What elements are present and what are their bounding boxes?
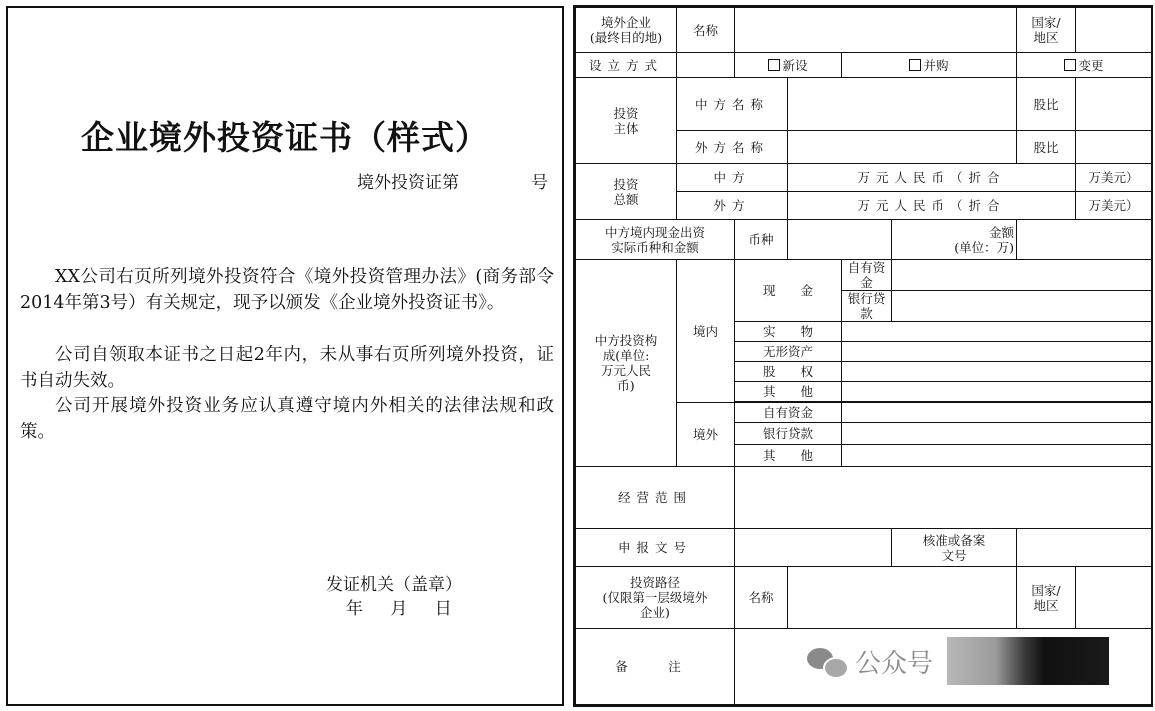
certificate-number-line	[357, 168, 548, 193]
physical-label: 实 物	[735, 322, 842, 342]
cash-currency-label: 中方境内现金出资 实际币种和金额	[576, 220, 735, 260]
foreign-name-field[interactable]	[788, 131, 1017, 164]
domestic-own-funds-label: 自有资金	[842, 260, 892, 291]
certificate-title: 企业境外投资证书（样式）	[81, 118, 489, 157]
total-investment-label: 投资 总额	[576, 164, 677, 220]
domestic-other-field[interactable]	[842, 382, 1152, 402]
certificate-number-prefix: 境外投资证第	[357, 173, 459, 193]
option-merger[interactable]: 并购	[842, 53, 1017, 78]
overseas-label: 境外	[677, 403, 735, 467]
checkbox-new[interactable]	[768, 59, 780, 71]
intangible-field[interactable]	[842, 342, 1152, 362]
filing-doc-no-field[interactable]	[735, 529, 892, 567]
remarks-label: 备 注	[576, 629, 735, 705]
overseas-enterprise-label: 境外企业 (最终目的地)	[576, 8, 677, 53]
investment-form-page	[573, 5, 1153, 707]
chinese-share-field[interactable]	[1076, 78, 1152, 131]
approval-doc-no-field[interactable]	[1017, 529, 1152, 567]
option-change[interactable]: 变更	[1017, 53, 1152, 78]
wechat-icon	[807, 644, 847, 678]
overseas-own-funds-label: 自有资金	[735, 403, 842, 423]
foreign-share-field[interactable]	[1076, 131, 1152, 164]
intangible-label: 无形资产	[735, 342, 842, 362]
cash-label: 现 金	[735, 260, 842, 322]
foreign-share-label: 股比	[1017, 131, 1076, 164]
certificate-number-suffix: 号	[531, 173, 548, 193]
overseas-bank-loan-field[interactable]	[842, 423, 1152, 445]
investment-path-label: 投资路径 (仅限第一层级境外 企业)	[576, 567, 735, 629]
country-region-field[interactable]	[1076, 8, 1152, 53]
business-scope-label: 经营范围	[576, 467, 735, 529]
domestic-label: 境内	[677, 260, 735, 403]
filing-doc-no-label: 申报文号	[576, 529, 735, 567]
overseas-own-funds-field[interactable]	[842, 403, 1152, 423]
issuing-authority: 发证机关（盖章）	[326, 575, 462, 595]
establishment-method-label: 设立方式	[576, 53, 677, 78]
chinese-name-field[interactable]	[788, 78, 1017, 131]
overseas-bank-loan-label: 银行贷款	[735, 423, 842, 445]
chinese-party-label: 中方	[677, 164, 788, 192]
foreign-rmb-field[interactable]: 万元人民币（折合	[788, 192, 1076, 220]
currency-label: 币种	[735, 220, 788, 260]
checkbox-change[interactable]	[1064, 59, 1076, 71]
domestic-bank-loan-field[interactable]	[892, 291, 1152, 322]
approval-doc-no-label: 核准或备案 文号	[892, 529, 1017, 567]
equity-label: 股 权	[735, 362, 842, 382]
checkbox-merger[interactable]	[909, 59, 921, 71]
watermark	[807, 637, 1109, 685]
certificate-paragraph-1: XX公司右页所列境外投资符合《境外投资管理办法》(商务部令2014年第3号）有关规定，现予以颁发《企业境外投资证书》。	[20, 267, 554, 313]
investment-form-table	[575, 7, 1152, 705]
path-name-label: 名称	[735, 567, 788, 629]
chinese-name-label: 中方名称	[677, 78, 788, 131]
physical-field[interactable]	[842, 322, 1152, 342]
business-scope-field[interactable]	[735, 467, 1152, 529]
chinese-rmb-field[interactable]: 万元人民币（折合	[788, 164, 1076, 192]
path-country-region-field[interactable]	[1076, 567, 1152, 629]
redacted-block	[947, 637, 1109, 685]
currency-field[interactable]	[788, 220, 892, 260]
enterprise-name-field[interactable]	[735, 8, 1017, 53]
equity-field[interactable]	[842, 362, 1152, 382]
foreign-usd-field[interactable]: 万美元）	[1076, 192, 1152, 220]
investment-subject-label: 投资 主体	[576, 78, 677, 164]
domestic-bank-loan-label: 银行贷款	[842, 291, 892, 322]
amount-label: 金额 (单位：万)	[892, 220, 1017, 260]
option-new[interactable]: 新设	[735, 53, 842, 78]
path-country-region-label: 国家/ 地区	[1017, 567, 1076, 629]
composition-label: 中方投资构 成(单位: 万元人民 币)	[576, 260, 677, 467]
watermark-text: 公众号	[855, 648, 934, 679]
overseas-other-label: 其 他	[735, 445, 842, 467]
certificate-page	[6, 6, 564, 706]
overseas-other-field[interactable]	[842, 445, 1152, 467]
foreign-name-label: 外方名称	[677, 131, 788, 164]
path-name-field[interactable]	[788, 567, 1017, 629]
certificate-paragraph-3: 公司开展境外投资业务应认真遵守境内外相关的法律法规和政策。	[20, 396, 554, 442]
chinese-usd-field[interactable]: 万美元）	[1076, 164, 1152, 192]
issue-date: 年 月 日	[346, 599, 452, 619]
certificate-paragraph-2: 公司自领取本证书之日起2年内，未从事右页所列境外投资，证书自动失效。	[20, 345, 554, 391]
domestic-own-funds-field[interactable]	[892, 260, 1152, 291]
foreign-party-label: 外方	[677, 192, 788, 220]
chinese-share-label: 股比	[1017, 78, 1076, 131]
amount-field[interactable]	[1017, 220, 1152, 260]
country-region-label: 国家/ 地区	[1017, 8, 1076, 53]
domestic-other-label: 其 他	[735, 382, 842, 402]
name-label: 名称	[677, 8, 735, 53]
